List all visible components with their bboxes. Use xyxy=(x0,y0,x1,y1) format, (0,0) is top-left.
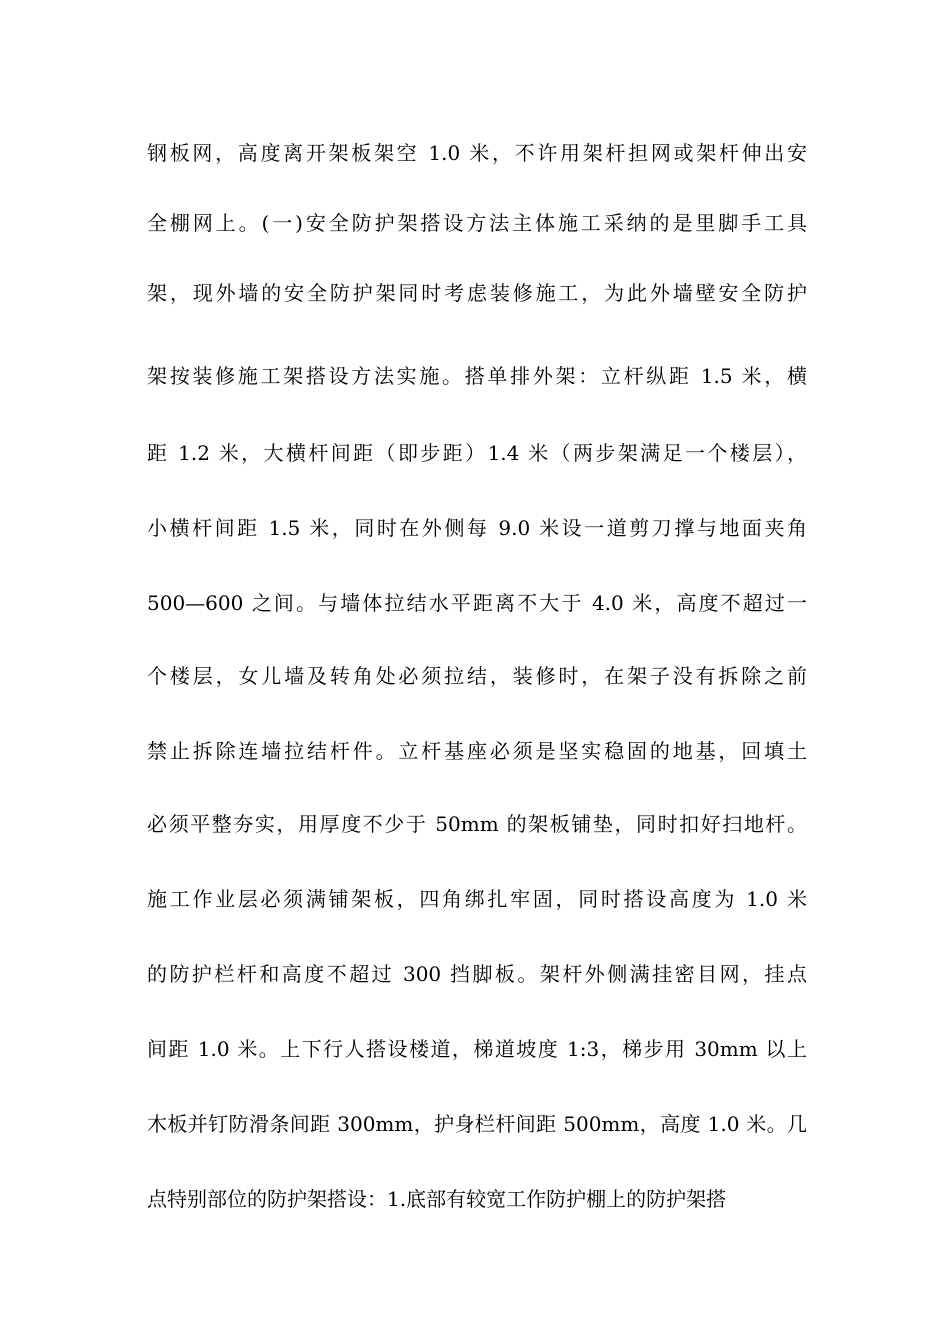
paragraph-line-11: 施工作业层必须满铺架板，四角绑扎牢固，同时搭设高度为 1.0 米 xyxy=(147,887,807,911)
paragraph-line-4: 架按装修施工架搭设方法实施。搭单排外架：立杆纵距 1.5 米，横 xyxy=(147,364,807,388)
paragraph-line-7: 500—600 之间。与墙体拉结水平距离不大于 4.0 米，高度不超过一 xyxy=(147,591,807,615)
paragraph-line-9: 禁止拆除连墙拉结杆件。立杆基座必须是坚实稳固的地基，回填土 xyxy=(147,739,807,763)
paragraph-line-3: 架，现外墙的安全防护架同时考虑装修施工，为此外墙壁安全防护 xyxy=(147,281,807,305)
paragraph-line-8: 个楼层，女儿墙及转角处必须拉结，装修时，在架子没有拆除之前 xyxy=(147,664,807,688)
paragraph-line-14: 木板并钉防滑条间距 300mm，护身栏杆间距 500mm，高度 1.0 米。几 xyxy=(147,1112,807,1136)
paragraph-line-13: 间距 1.0 米。上下行人搭设楼道，梯道坡度 1:3，梯步用 30mm 以上 xyxy=(147,1037,807,1061)
paragraph-line-5: 距 1.2 米，大横杆间距（即步距）1.4 米（两步架满足一个楼层）， xyxy=(147,441,807,465)
paragraph-line-1: 钢板网，高度离开架板架空 1.0 米，不许用架杆担网或架杆伸出安 xyxy=(147,141,807,165)
paragraph-line-6: 小横杆间距 1.5 米，同时在外侧每 9.0 米设一道剪刀撑与地面夹角 xyxy=(147,516,807,540)
paragraph-line-2: 全棚网上。(一)安全防护架搭设方法主体施工采纳的是里脚手工具 xyxy=(147,211,807,235)
paragraph-line-15: 点特别部位的防护架搭设：1.底部有较宽工作防护棚上的防护架搭 xyxy=(147,1187,727,1211)
paragraph-line-12: 的防护栏杆和高度不超过 300 挡脚板。架杆外侧满挂密目网，挂点 xyxy=(147,962,807,986)
paragraph-line-10: 必须平整夯实，用厚度不少于 50mm 的架板铺垫，同时扣好扫地杆。 xyxy=(147,812,807,836)
